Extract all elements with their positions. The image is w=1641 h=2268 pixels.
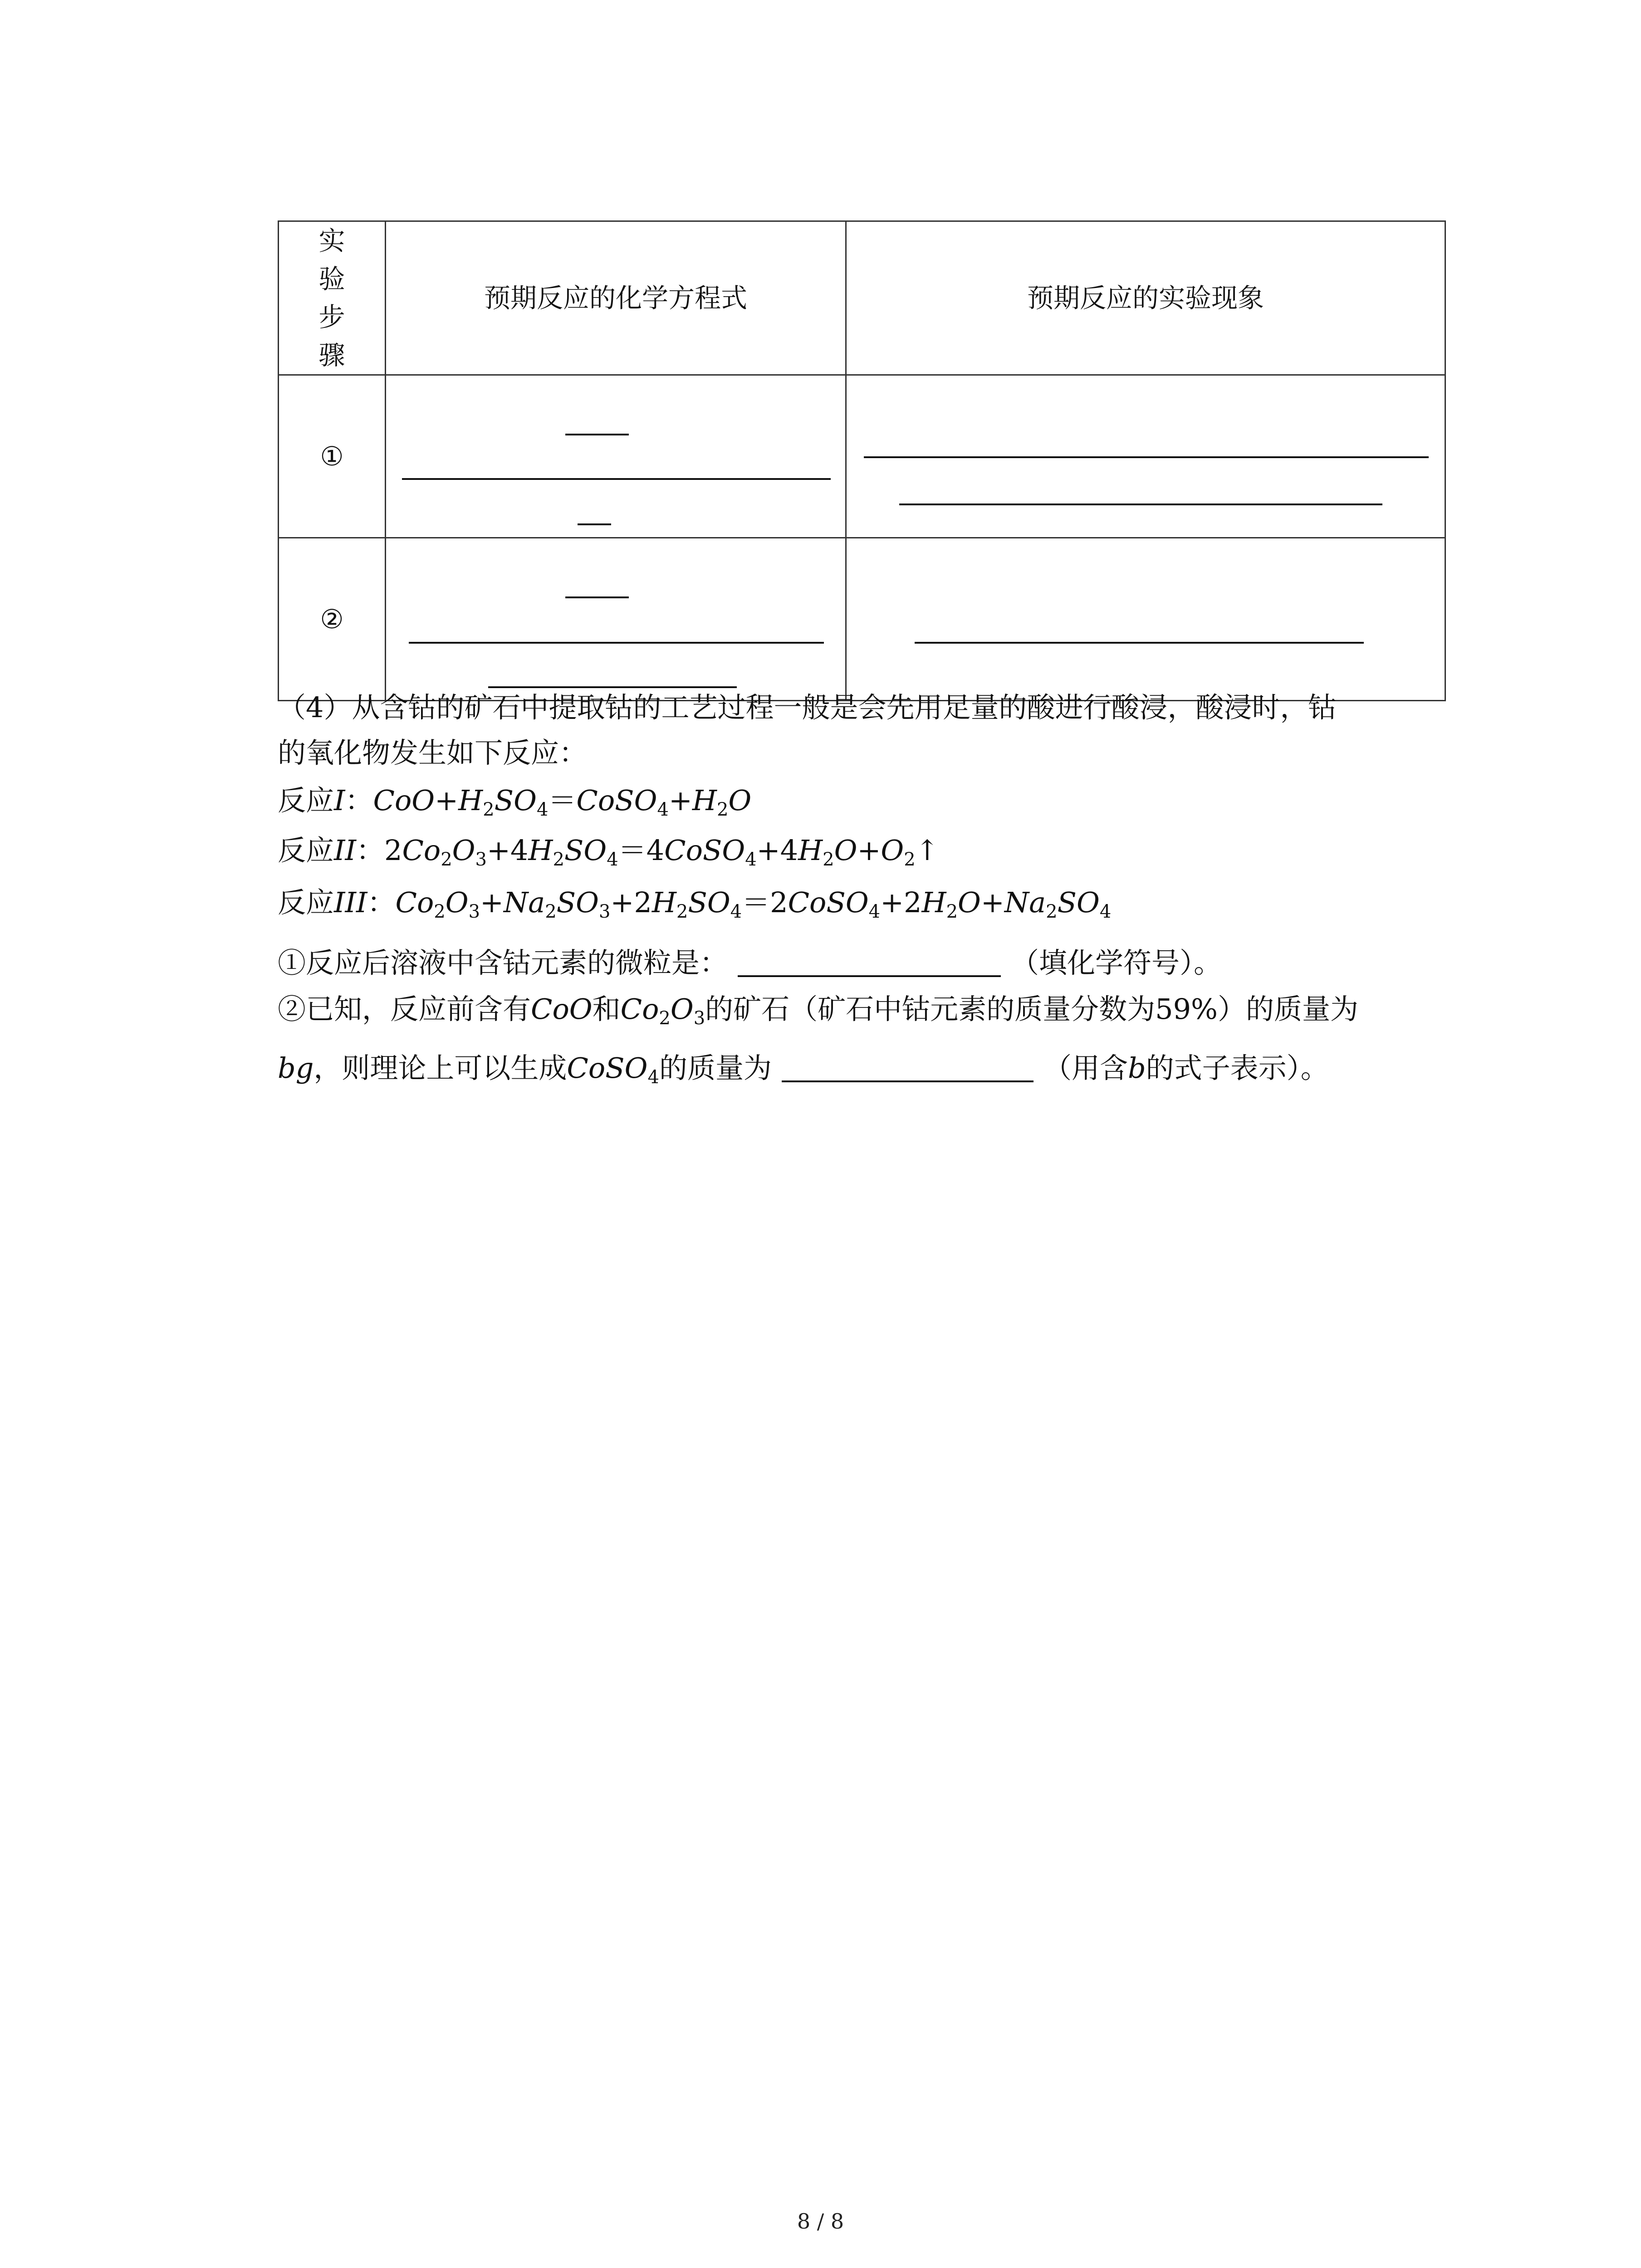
answer-blank[interactable]: [565, 596, 629, 598]
answer-blank[interactable]: [738, 950, 1001, 977]
table-row: [279, 538, 1445, 701]
header-phenomenon: 预期反应的实验现象: [846, 221, 1445, 375]
equation-cell: [386, 375, 846, 538]
answer-blank[interactable]: [782, 1055, 1034, 1082]
answer-blank[interactable]: [565, 434, 629, 435]
table-header-row: [279, 221, 1445, 375]
answer-blank[interactable]: [409, 642, 824, 644]
table-row: [279, 375, 1445, 538]
sub-question-1: ①反应后溶液中含钴元素的微粒是： （填化学符号）。: [278, 946, 1222, 979]
sub-question-2-line1: ②已知，反应前含有CoO和$Co_2O_3$的矿石（矿石中钴元素的质量分数为59%）的质量为: [278, 992, 1358, 1029]
reaction-3: 反应III：$Co_2O_3+Na_2SO_3+2H_2SO_4=2CoSO_4+2H_2O+Na_2SO_4$: [278, 886, 1112, 922]
header-step: 实验步骤: [279, 221, 386, 375]
step-number: ②: [279, 538, 386, 701]
sub-question-2-line2: bg，则理论上可以生成CoSO$_4$的质量为 （用含b的式子表示）。: [278, 1051, 1329, 1088]
page-number: 8 / 8: [797, 2209, 844, 2234]
answer-blank[interactable]: [864, 456, 1429, 458]
answer-blank[interactable]: [578, 523, 611, 525]
equation-cell: [386, 538, 846, 701]
reaction-1: 反应I：$CoO+H_2SO_4=CoSO_4+H_2O$: [278, 784, 752, 820]
answer-blank[interactable]: [402, 478, 831, 480]
header-equation: 预期反应的化学方程式: [386, 221, 846, 375]
phenomenon-cell: [846, 375, 1445, 538]
question-4-intro-line1: （4）从含钴的矿石中提取钴的工艺过程一般是会先用足量的酸进行酸浸，酸浸时，钴: [278, 691, 1337, 724]
answer-blank[interactable]: [488, 686, 737, 688]
phenomenon-cell: [846, 538, 1445, 701]
answer-blank[interactable]: [915, 642, 1364, 644]
reaction-2: 反应II：$2Co_2O_3+4H_2SO_4=4CoSO_4+4H_2O+O_2↑$: [278, 834, 939, 870]
question-4-intro-line2: 的氧化物发生如下反应：: [278, 736, 588, 769]
answer-blank[interactable]: [899, 503, 1382, 505]
experiment-table: [278, 220, 1446, 701]
step-number: ①: [279, 375, 386, 538]
